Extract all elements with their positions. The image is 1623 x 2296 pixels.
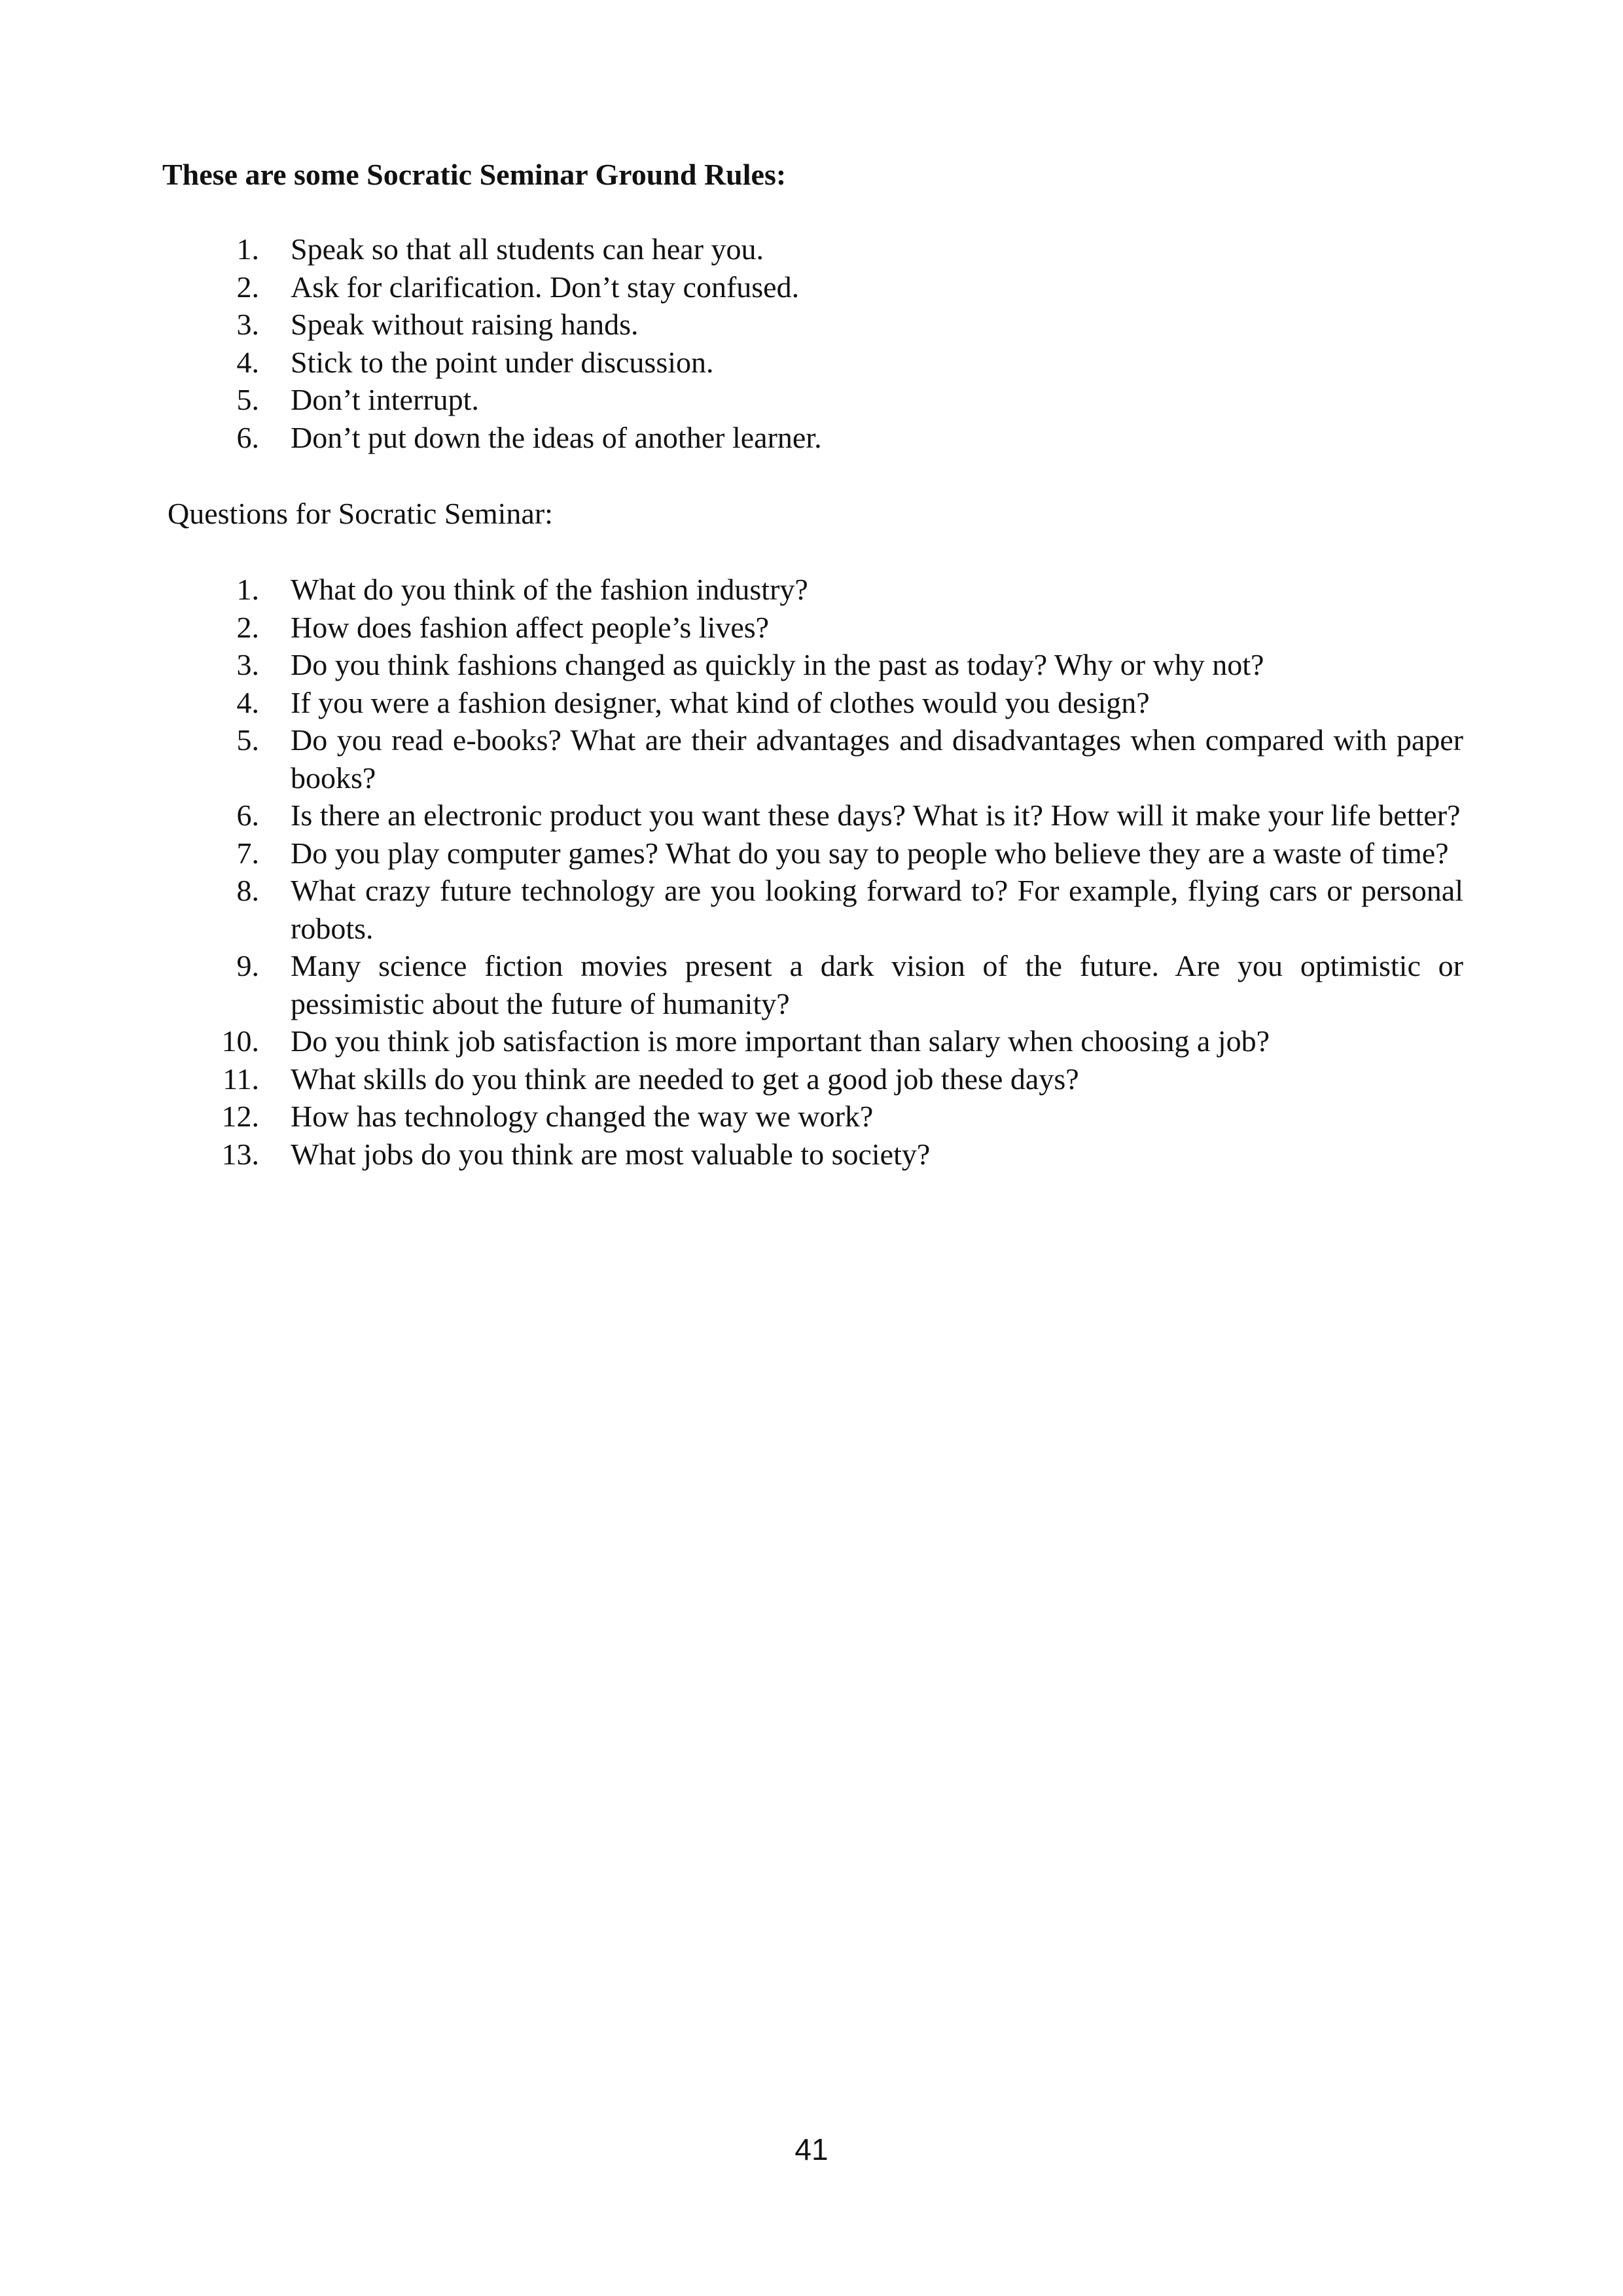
list-item-text: What skills do you think are needed to get a good job these days? xyxy=(291,1062,1079,1096)
list-item xyxy=(0,684,1463,722)
list-item-number: 4. xyxy=(236,345,259,379)
list-item-text: What do you think of the fashion industry? xyxy=(291,573,808,606)
list-item xyxy=(0,571,1463,609)
list-item xyxy=(0,947,1463,1022)
list-item-number: 5. xyxy=(236,383,259,416)
list-item xyxy=(0,344,1463,382)
list-item-number: 6. xyxy=(236,798,259,832)
list-item-text: Don’t put down the ideas of another learner. xyxy=(291,420,822,454)
list-item-number: 4. xyxy=(236,685,259,719)
list-item-number: 2. xyxy=(236,270,259,304)
list-item xyxy=(0,1136,1463,1174)
questions-list xyxy=(0,571,1463,1173)
list-item xyxy=(0,1060,1463,1098)
list-item-text: Do you play computer games? What do you say to people who believe they are a waste of time? xyxy=(291,836,1449,870)
list-item-number: 12. xyxy=(221,1100,259,1133)
list-item-text: If you were a fashion designer, what kind of clothes would you design? xyxy=(291,685,1150,719)
list-item-text: Do you think fashions changed as quickly in the past as today? Why or why not? xyxy=(291,648,1264,681)
list-item xyxy=(0,306,1463,344)
list-item-text: Ask for clarification. Don’t stay confused. xyxy=(291,270,800,304)
list-item xyxy=(0,646,1463,684)
list-item-text: Do you think job satisfaction is more important than salary when choosing a job? xyxy=(291,1024,1270,1058)
list-item-text: What jobs do you think are most valuable to society? xyxy=(291,1137,931,1171)
list-item-number: 10. xyxy=(221,1024,259,1058)
list-item-text: How has technology changed the way we work? xyxy=(291,1100,874,1133)
list-item xyxy=(0,872,1463,947)
list-item xyxy=(0,1098,1463,1136)
list-item-text: How does fashion affect people’s lives? xyxy=(291,610,770,644)
list-item-number: 11. xyxy=(223,1062,259,1096)
page-number: 41 xyxy=(794,2132,829,2166)
ground-rules-heading: These are some Socratic Seminar Ground Rules: xyxy=(162,158,787,191)
list-item xyxy=(0,419,1463,457)
list-item xyxy=(0,834,1463,872)
list-item-number: 7. xyxy=(236,836,259,870)
list-item-number: 1. xyxy=(236,232,259,266)
list-item-text: What crazy future technology are you looking forward to? For example, flying cars or personal robots. xyxy=(291,874,1463,945)
ground-rules-list xyxy=(0,230,1463,456)
list-item-number: 13. xyxy=(221,1137,259,1171)
list-item-text: Many science fiction movies present a dark vision of the future. Are you optimistic or pessimistic about the future of humanity? xyxy=(291,949,1463,1020)
list-item-number: 8. xyxy=(236,874,259,907)
list-item-text: Speak without raising hands. xyxy=(291,308,639,341)
list-item-number: 3. xyxy=(236,648,259,681)
list-item-text: Stick to the point under discussion. xyxy=(291,345,714,379)
list-item xyxy=(0,609,1463,647)
list-item-text: Speak so that all students can hear you. xyxy=(291,232,764,266)
questions-heading: Questions for Socratic Seminar: xyxy=(168,497,553,530)
list-item xyxy=(0,1022,1463,1060)
list-item xyxy=(0,721,1463,797)
list-item-number: 9. xyxy=(236,949,259,982)
list-item-text: Do you read e-books? What are their advantages and disadvantages when compared with paper books? xyxy=(291,723,1463,795)
list-item xyxy=(0,797,1463,834)
list-item-text: Don’t interrupt. xyxy=(291,383,479,416)
list-item-number: 1. xyxy=(236,573,259,606)
list-item-number: 3. xyxy=(236,308,259,341)
list-item-number: 6. xyxy=(236,420,259,454)
list-item xyxy=(0,230,1463,268)
list-item-number: 5. xyxy=(236,723,259,757)
list-item-text: Is there an electronic product you want these days? What is it? How will it make your life better? xyxy=(291,798,1461,832)
list-item xyxy=(0,381,1463,419)
list-item-number: 2. xyxy=(236,610,259,644)
list-item xyxy=(0,268,1463,306)
